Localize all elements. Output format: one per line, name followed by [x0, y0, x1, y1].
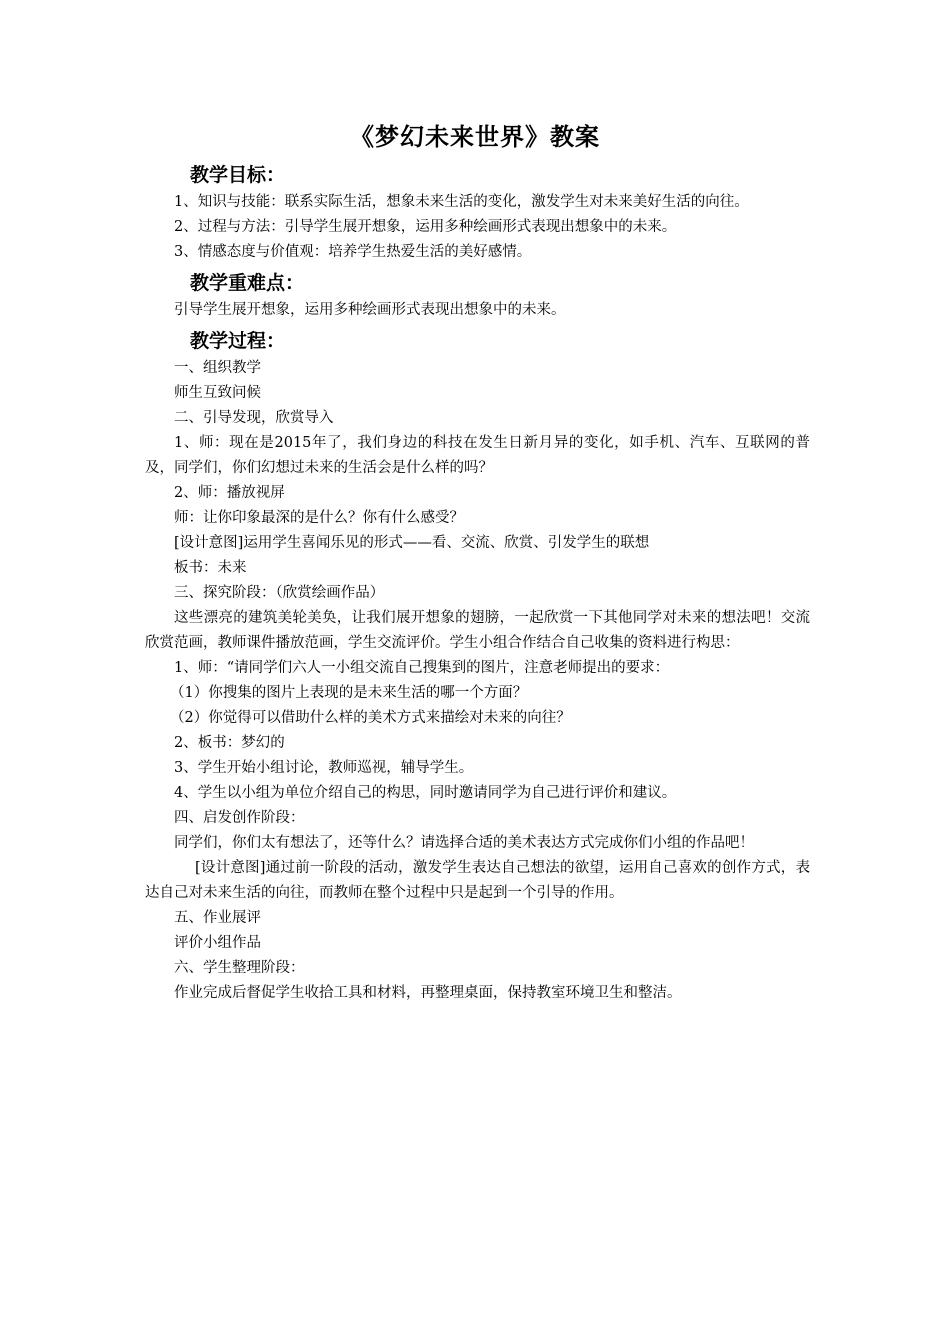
- process-line: 2、板书：梦幻的: [174, 735, 285, 751]
- document-title: 《梦幻未来世界》教案: [350, 123, 600, 151]
- process-line: 1、师：“请同学们六人一小组交流自己搜集到的图片，注意老师提出的要求：: [174, 660, 670, 676]
- process-line: 2、师：播放视屏: [174, 485, 285, 501]
- objective-item: 3、情感态度与价值观：培养学生热爱生活的美好感情。: [174, 244, 532, 260]
- process-line: 师生互致问候: [174, 385, 261, 401]
- objective-item: 1、知识与技能：联系实际生活，想象未来生活的变化，激发学生对未来美好生活的向往。: [174, 194, 749, 210]
- process-line: 4、学生以小组为单位介绍自己的构思，同时邀请同学为自己进行评价和建议。: [174, 785, 677, 801]
- process-line: 一、组织教学: [174, 360, 261, 376]
- process-line: 作业完成后督促学生收拾工具和材料，再整理桌面，保持教室环境卫生和整洁。: [174, 985, 682, 1001]
- process-line: 六、学生整理阶段：: [174, 960, 305, 976]
- process-line: [设计意图]通过前一阶段的活动，激发学生表达自己想法的欲望，运用自己喜欢的创作方式，表达自己对未来生活的向往，而教师在整个过程中只是起到一个引导的作用。: [145, 860, 810, 901]
- process-line: 师：让你印象最深的是什么？你有什么感受？: [174, 510, 464, 526]
- document-body: [145, 160, 810, 1006]
- heading-process: 教学过程：: [190, 330, 286, 352]
- process-line: 板书：未来: [174, 560, 247, 576]
- objective-item: 2、过程与方法：引导学生展开想象，运用多种绘画形式表现出想象中的未来。: [174, 219, 677, 235]
- process-line: 3、学生开始小组讨论，教师巡视，辅导学生。: [174, 760, 474, 776]
- process-line: （1）你搜集的图片上表现的是未来生活的哪一个方面？: [170, 685, 528, 701]
- heading-objectives: 教学目标：: [190, 164, 286, 186]
- process-line: 1、师：现在是2015年了，我们身边的科技在发生日新月异的变化，如手机、汽车、互联网的普及，同学们，你们幻想过未来的生活会是什么样的吗？: [145, 435, 810, 476]
- heading-key-points: 教学重难点：: [190, 272, 305, 294]
- process-line: 三、探究阶段：（欣赏绘画作品）: [174, 585, 385, 601]
- process-line: 这些漂亮的建筑美轮美奂，让我们展开想象的翅膀，一起欣赏一下其他同学对未来的想法吧！交流欣赏范画，教师课件播放范画，学生交流评价。学生小组合作结合自己收集的资料进行构思：: [145, 610, 810, 651]
- process-line: （2）你觉得可以借助什么样的美术方式来描绘对未来的向往？: [170, 710, 571, 726]
- process-line: 四、启发创作阶段：: [174, 810, 305, 826]
- process-line: [设计意图]运用学生喜闻乐见的形式——看、交流、欣赏、引发学生的联想: [174, 535, 650, 551]
- process-line: 二、引导发现，欣赏导入: [174, 410, 334, 426]
- process-line: 同学们，你们太有想法了，还等什么？请选择合适的美术表达方式完成你们小组的作品吧！: [174, 835, 754, 851]
- process-line: 评价小组作品: [174, 935, 261, 951]
- process-line: 五、作业展评: [174, 910, 261, 926]
- key-points-text: 引导学生展开想象，运用多种绘画形式表现出想象中的未来。: [174, 302, 566, 318]
